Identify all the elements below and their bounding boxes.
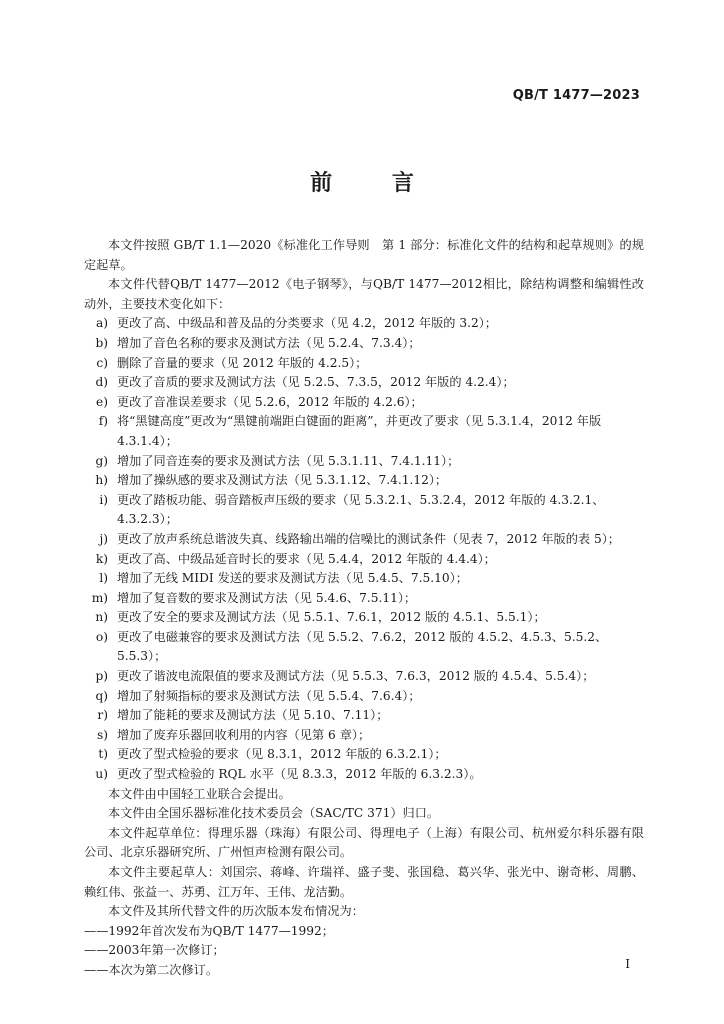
list-item [84, 334, 644, 354]
list-item [84, 550, 644, 570]
item-text: 更改了放声系统总谐波失真、线路输出端的信噪比的测试条件（见表 7，2012 年版的表 5）； [117, 531, 620, 546]
item-text: 更改了型式检验的要求（见 8.3.1，2012 年版的 6.3.2.1）； [117, 747, 447, 762]
item-label: e) [96, 394, 108, 409]
item-label: q) [95, 688, 108, 703]
drafting-units-paragraph: 本文件起草单位：得理乐器（珠海）有限公司、得理电子（上海）有限公司、杭州爱尔科乐器有限公司、北京乐器研究所、广州恒声检测有限公司。 [84, 825, 644, 860]
item-text: 增加了操纵感的要求及测试方法（见 5.3.1.12、7.4.1.12）； [117, 473, 448, 488]
jurisdiction-paragraph: 本文件由全国乐器标准化技术委员会（SAC/TC 371）归口。 [108, 806, 440, 821]
item-label: t) [98, 747, 108, 762]
item-label: k) [95, 551, 108, 566]
list-item [84, 569, 644, 589]
item-label: i) [99, 492, 108, 507]
item-text: 更改了音准误差要求（见 5.2.6，2012 年版的 4.2.6）； [117, 394, 423, 409]
list-item [84, 373, 644, 393]
item-label: c) [96, 355, 108, 370]
item-label: o) [95, 629, 108, 644]
item-text: 增加了射频指标的要求及测试方法（见 5.5.4、7.6.4）； [117, 688, 421, 703]
page-title: 前 言 [310, 170, 440, 196]
item-label: r) [97, 708, 108, 723]
item-text: 更改了谐波电流限值的要求及测试方法（见 5.5.3、7.6.3，2012 版的 4.5.4、5.5.4）； [117, 669, 595, 684]
drafters-paragraph: 本文件主要起草人：刘国宗、蒋峰、许瑞祥、盛子斐、张国稳、葛兴华、张光中、谢奇彬、周鹏、赖红伟、张益一、苏勇、江万年、王伟、龙洁勤。 [84, 865, 644, 899]
item-label: n) [95, 610, 108, 625]
history-item: ——1992年首次发布为QB/T 1477—1992； [84, 923, 334, 938]
standard-code: QB/T 1477—2023 [512, 88, 640, 103]
item-text: 更改了音质的要求及测试方法（见 5.2.5、7.3.5，2012 年版的 4.2.4）； [117, 375, 515, 390]
item-text: 增加了废弃乐器回收利用的内容（见第 6 章）； [117, 727, 371, 742]
list-item [84, 667, 644, 687]
list-item [84, 687, 644, 707]
list-item [84, 393, 644, 413]
item-label: g) [95, 453, 108, 468]
list-item [84, 589, 644, 609]
list-item [84, 530, 644, 550]
item-label: u) [95, 767, 108, 782]
item-label: m) [91, 590, 108, 605]
list-item [84, 314, 644, 334]
history-item: ——2003年第一次修订； [84, 943, 225, 958]
item-label: f) [98, 414, 108, 429]
history-item: ——本次为第二次修订。 [84, 962, 219, 977]
item-label: l) [99, 571, 108, 586]
list-item [84, 765, 644, 785]
item-text: 增加了复音数的要求及测试方法（见 5.4.6、7.5.11）； [117, 590, 417, 605]
item-label: b) [95, 335, 108, 350]
item-label: a) [95, 316, 108, 331]
changes-list [84, 314, 644, 784]
item-label: s) [96, 727, 108, 742]
page-number: I [625, 957, 630, 971]
item-text: 更改了电磁兼容的要求及测试方法（见 5.5.2、7.6.2，2012 版的 4.5.2、4.5.3、5.5.2、5.5.3）； [117, 629, 608, 664]
list-item [84, 608, 644, 628]
item-text: 更改了高、中级品和普及品的分类要求（见 4.2，2012 年版的 3.2）； [117, 316, 497, 331]
item-label: j) [99, 531, 108, 546]
proposer-paragraph: 本文件由中国轻工业联合会提出。 [108, 786, 291, 801]
item-label: p) [95, 669, 108, 684]
list-item [84, 471, 644, 491]
item-label: h) [95, 473, 108, 488]
item-label: d) [95, 375, 108, 390]
list-item [84, 745, 644, 765]
item-text: 增加了无线 MIDI 发送的要求及测试方法（见 5.4.5、7.5.10）； [117, 571, 468, 586]
item-text: 更改了高、中级品延音时长的要求（见 5.4.4，2012 年版的 4.4.4）； [117, 551, 496, 566]
list-item [84, 706, 644, 726]
history-intro-paragraph: 本文件及其所代替文件的历次版本发布情况为： [108, 904, 364, 919]
item-text: 更改了安全的要求及测试方法（见 5.5.1、7.6.1，2012 版的 4.5.1、5.5.1）； [117, 610, 546, 625]
list-item [84, 354, 644, 374]
item-text: 删除了音量的要求（见 2012 年版的 4.2.5）； [117, 355, 368, 370]
item-text: 将“黑键高度”更改为“黑键前端距白键面的距离”，并更改了要求（见 5.3.1.4，2012 年版 4.3.1.4）； [117, 414, 602, 448]
item-text: 增加了同音连奏的要求及测试方法（见 5.3.1.11、7.4.1.11）； [117, 453, 460, 468]
item-text: 增加了音色名称的要求及测试方法（见 5.2.4、7.3.4）； [117, 335, 421, 350]
intro-paragraph: 本文件按照 GB/T 1.1—2020《标准化工作导则 第 1 部分：标准化文件的结构和起草规则》的规定起草。 [84, 238, 644, 272]
intro-paragraph: 本文件代替QB/T 1477—2012《电子钢琴》，与QB/T 1477—2012相比，除结构调整和编辑性改动外，主要技术变化如下： [84, 277, 644, 311]
list-item [84, 628, 644, 667]
item-text: 增加了能耗的要求及测试方法（见 5.10、7.11）； [117, 708, 389, 723]
foreword-body [84, 236, 644, 981]
list-item [84, 491, 644, 530]
list-item [84, 452, 644, 472]
item-text: 更改了踏板功能、弱音踏板声压级的要求（见 5.3.2.1、5.3.2.4，2012 年版的 4.3.2.1、4.3.2.3）； [117, 492, 605, 527]
item-text: 更改了型式检验的 RQL 水平（见 8.3.3，2012 年版的 6.3.2.3）。 [117, 767, 482, 782]
list-item [84, 412, 644, 451]
list-item [84, 726, 644, 746]
